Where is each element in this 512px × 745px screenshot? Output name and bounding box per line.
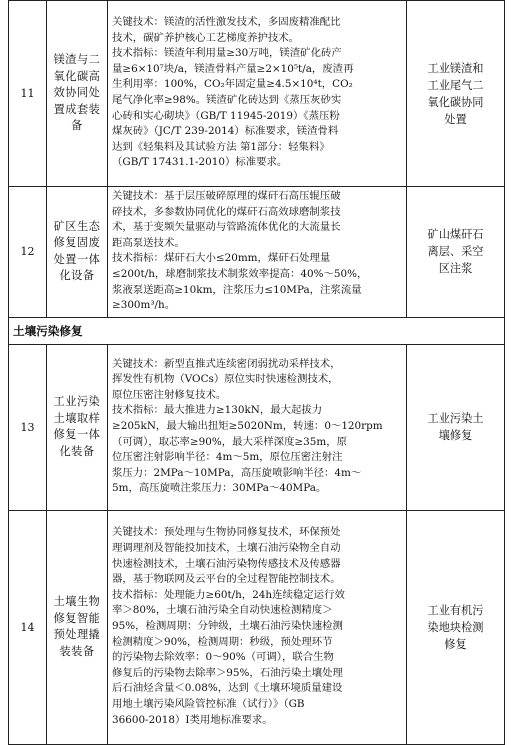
equipment-name-line: 效协同处 <box>53 86 101 100</box>
equipment-name-line: 矿区生态 <box>53 219 101 233</box>
technical-content <box>108 1 407 187</box>
content-line: （GB/T 17431.1-2010）标准要求。 <box>112 156 288 169</box>
equipment-name-line: 土壤取样 <box>53 411 101 425</box>
content-line: 检测精度＞90%，检测周期：秒级，预处理环节 <box>112 635 333 648</box>
content-line: 技术指标：最大推进力≥130kN，最大起拔力 <box>112 404 323 417</box>
row-number: 11 <box>9 1 47 187</box>
equipment-name-line: 处置一体 <box>53 252 101 266</box>
application-line: 处置 <box>444 112 467 126</box>
application-line: 染地块检测 <box>427 620 484 634</box>
section-row-soil-remediation <box>9 317 505 344</box>
application-line: 工业尾气二 <box>427 78 484 92</box>
content-line: 修复后的污染物去除率＞95%，石油污染土壤处理 <box>112 666 343 679</box>
content-line: 达到《轻集料及其试验方法 第1部分：轻集料》 <box>112 140 330 153</box>
content-line: 5m，高压旋喷注浆压力：30MPa～40MPa。 <box>112 482 327 495</box>
content-line: 浆压力：2MPa～10MPa，高压旋喷影响半径：4m～ <box>112 466 362 479</box>
content-line: 理调理剂及智能投加技术，土壤石油污染物全自动 <box>112 541 341 554</box>
content-line: 煤灰砖》（JC/T 239-2014）标准要求，镁渣骨料 <box>112 125 339 138</box>
equipment-name-line: 修复固废 <box>53 236 101 250</box>
application-line: 离层、采空 <box>427 245 484 259</box>
row-number: 14 <box>9 510 47 744</box>
content-line: 位压密注射影响半径：4m～5m，原位压密注射注 <box>112 451 343 464</box>
table-row <box>9 510 505 744</box>
technical-content <box>108 344 407 510</box>
content-line: 关键技术：新型直推式连续密闭弱扰动采样技术， <box>112 357 341 370</box>
equipment-name-line: 土壤生物 <box>53 595 101 609</box>
application-line: 氧化碳协同 <box>427 95 484 109</box>
equipment-name-line: 修复智能 <box>53 611 101 625</box>
content-line: 用地土壤污染风险管控标准（试行）》（GB <box>112 697 305 710</box>
table-row <box>9 187 505 318</box>
row-number: 13 <box>9 344 47 510</box>
equipment-name <box>47 510 108 744</box>
table-row <box>9 1 505 187</box>
content-line: 技术指标：处理能力≥60t/h，24h连续稳定运行效 <box>112 588 345 601</box>
application-line: 矿山煤矸石 <box>427 228 484 242</box>
application-line: 修复 <box>444 637 467 651</box>
content-line: 36600-2018）I类用地标准要求。 <box>112 713 273 726</box>
application-field <box>407 344 505 510</box>
content-line: 原位压密注射修复技术。 <box>112 388 227 401</box>
equipment-name <box>47 187 108 318</box>
equipment-name-line: 化装备 <box>59 444 95 458</box>
technical-content <box>108 510 407 744</box>
content-line: 关键技术：镁渣的活性激发技术，多固废精准配比 <box>112 16 341 29</box>
content-line: 关键技术：基于层压破碎原理的煤矸石高压辊压破 <box>112 190 341 202</box>
application-line: 区注浆 <box>438 262 473 276</box>
equipment-table <box>8 0 505 745</box>
application-line: 壤修复 <box>438 429 473 443</box>
content-line: 的污染物去除效率：0～90%（可调），联合生物 <box>112 651 334 664</box>
application-line: 工业有机污 <box>427 603 484 617</box>
content-line: 后石油烃含量＜0.08%，达到《土壤环境质量建设 <box>112 682 343 695</box>
content-line: 距高泵送技术。 <box>112 236 185 249</box>
content-line: ≥205kN，最大输出扭矩≥5020Nm，转速：0～120rpm <box>112 419 383 432</box>
content-line: 心砖和实心砌块》（GB/T 11945-2019）《蒸压粉 <box>112 109 340 122</box>
content-line: ≤200t/h，球磨制浆技术制浆效率提高：40%～50%， <box>112 267 368 280</box>
section-title: 土壤污染修复 <box>9 317 505 344</box>
equipment-name-line: 备 <box>71 119 83 133</box>
content-line: 技术指标：镁渣年利用量≥30万吨，镁渣矿化砖产 <box>112 47 342 60</box>
equipment-name-line: 氧化碳高 <box>53 69 101 83</box>
content-line: 95%，检测周期：分钟级，土壤石油污染快速检测 <box>112 619 343 632</box>
content-line: （可调），取芯率≥90%，最大采样深度≥35m，原 <box>112 435 348 448</box>
content-line: 器，基于物联网及云平台的全过程智能控制技术。 <box>112 573 341 586</box>
application-field <box>407 1 505 187</box>
content-line: 技术，碳矿养护核心工艺梯度养护技术。 <box>112 31 300 44</box>
content-line: 量≥6×10⁷块/a，镁渣骨料产量≥2×10⁵t/a，废渣再 <box>112 62 354 75</box>
equipment-name-line: 工业污染 <box>53 395 101 409</box>
content-line: 关键技术：预处理与生物协同修复技术，环保预处 <box>112 526 341 539</box>
table-row <box>9 344 505 510</box>
content-line: 碎技术，多参数协同优化的煤矸石高效球磨制浆技 <box>112 205 341 218</box>
content-line: 术，基于变频矢量驱动与管路流体优化的大流量长 <box>112 221 341 234</box>
content-line: 技术指标：煤矸石大小≤20mm，煤矸石处理量 <box>112 252 331 265</box>
technical-content <box>108 187 407 318</box>
equipment-name <box>47 1 108 187</box>
application-line: 工业污染土 <box>427 412 484 426</box>
content-line: 尾气净化率≥98%。镁渣矿化砖达到《蒸压灰砂实 <box>112 94 342 106</box>
row-number: 12 <box>9 187 47 318</box>
content-line: 生利用率：100%，CO₂年固定量≥4.5×10⁴t，CO₂ <box>112 78 353 91</box>
equipment-name <box>47 344 108 510</box>
equipment-name-line: 化设备 <box>59 269 95 283</box>
equipment-name-line: 修复一体 <box>53 428 101 442</box>
application-field <box>407 187 505 318</box>
equipment-name-line: 镁渣与二 <box>53 53 101 67</box>
content-line: 率＞80%，土壤石油污染全自动快速检测精度＞ <box>112 604 333 617</box>
content-line: 挥发性有机物（VOCs）原位实时快速检测技术， <box>112 373 339 386</box>
content-line: 快速检测技术，土壤石油污染物传感技术及传感器 <box>112 557 341 570</box>
equipment-name-line: 置成套装 <box>53 102 101 116</box>
equipment-name-line: 预处理撬 <box>53 628 101 642</box>
content-line: 浆液泵送距高≥10km，注浆压力≤10MPa，注浆流量 <box>112 283 362 296</box>
equipment-name-line: 装装备 <box>59 644 95 658</box>
content-line: ≥300m³/h。 <box>112 299 176 312</box>
application-line: 工业镁渣和 <box>427 61 484 75</box>
application-field <box>407 510 505 744</box>
